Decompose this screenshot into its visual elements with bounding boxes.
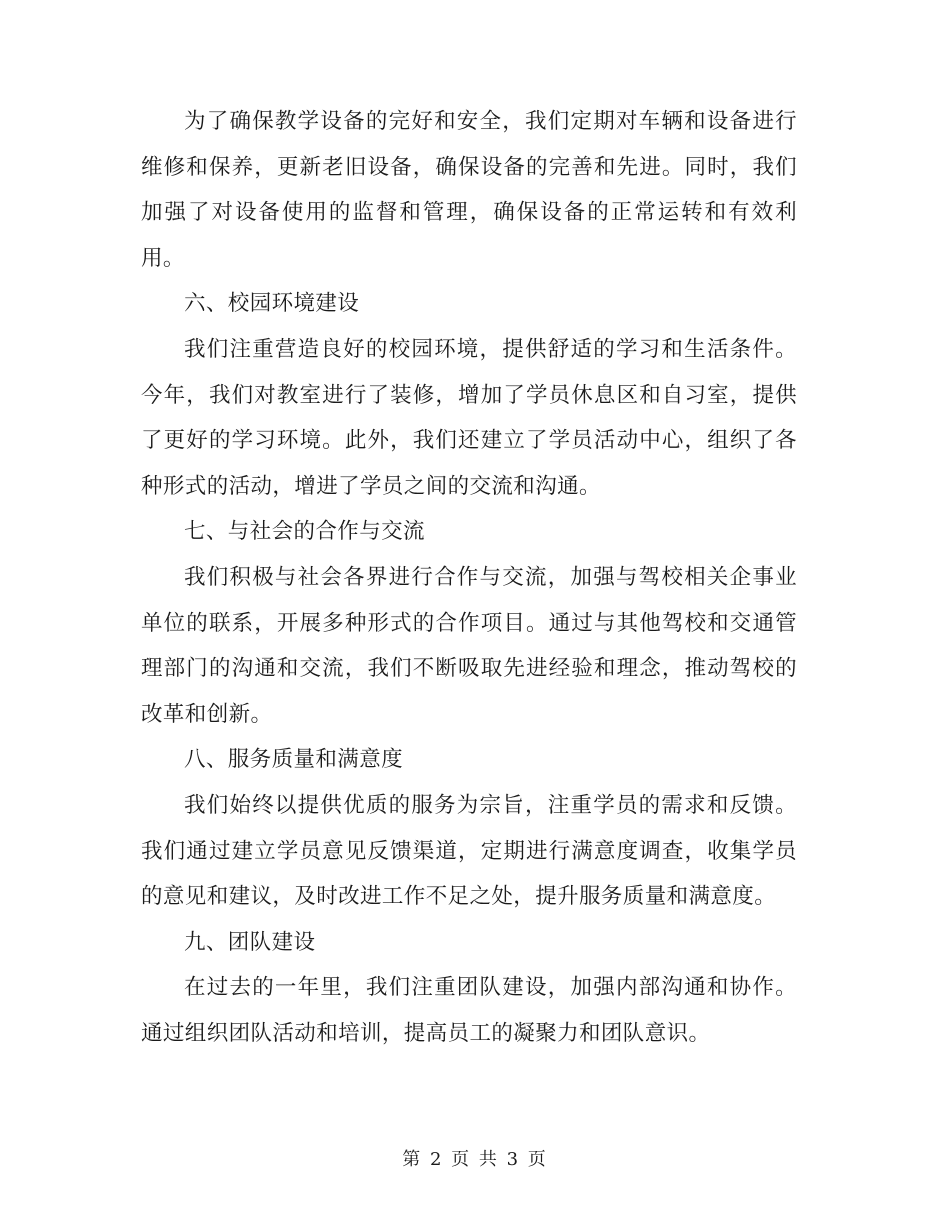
section-heading-campus-environment: 六、校园环境建设 [184, 291, 360, 317]
paragraph-team-building: 在过去的一年里，我们注重团队建设，加强内部沟通和协作。通过组织团队活动和培训，提高员工的凝聚力和团队意识。 [141, 975, 797, 1046]
paragraph-service-quality: 我们始终以提供优质的服务为宗旨，注重学员的需求和反馈。我们通过建立学员意见反馈渠道，定期进行满意度调查，收集学员的意见和建议，及时改进工作不足之处，提升服务质量和满意度。 [141, 792, 797, 910]
paragraph-equipment-maintenance: 为了确保教学设备的完好和安全，我们定期对车辆和设备进行维修和保养，更新老旧设备，确保设备的完善和先进。同时，我们加强了对设备使用的监督和管理，确保设备的正常运转和有效利用。 [141, 109, 797, 271]
document-body [141, 99, 797, 1056]
paragraph-social-cooperation: 我们积极与社会各界进行合作与交流，加强与驾校相关企事业单位的联系，开展多种形式的合作项目。通过与其他驾校和交通管理部门的沟通和交流，我们不断吸取先进经验和理念，推动驾校的改革和创新。 [141, 564, 797, 727]
paragraph-campus-environment: 我们注重营造良好的校园环境，提供舒适的学习和生活条件。今年，我们对教室进行了装修，增加了学员休息区和自习室，提供了更好的学习环境。此外，我们还建立了学员活动中心，组织了各种形式的活动，增进了学员之间的交流和沟通。 [141, 336, 797, 499]
section-heading-social-cooperation: 七、与社会的合作与交流 [184, 519, 425, 545]
section-heading-team-building: 九、团队建设 [184, 929, 316, 955]
page-number-footer: 第 2 页 共 3 页 [402, 1149, 548, 1170]
section-heading-service-quality: 八、服务质量和满意度 [184, 747, 404, 773]
